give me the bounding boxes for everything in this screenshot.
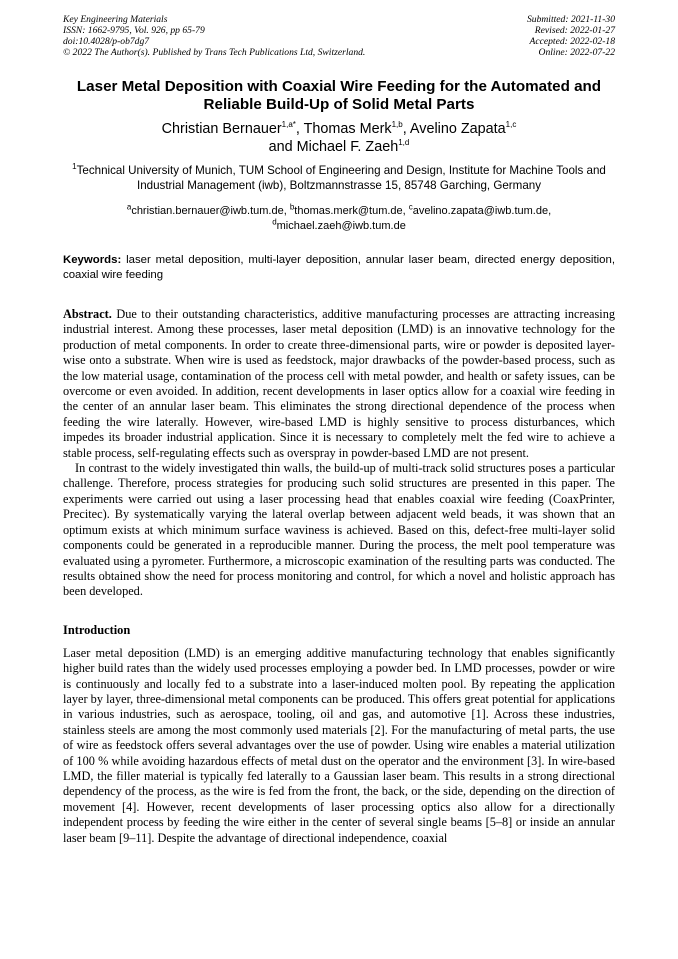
abstract-section	[63, 307, 615, 600]
date-accepted: Accepted: 2022-02-18	[529, 36, 615, 47]
email-link[interactable]: thomas.merk@tum.de,	[294, 205, 409, 217]
author-superscript: 1,a*	[281, 120, 296, 130]
author-separator: ,	[402, 121, 410, 137]
author-superscript: 1,c	[505, 120, 517, 130]
abstract-text: Due to their outstanding characteristics, additive manufacturing processes are attracting increasing industrial interest. Among these processes, laser metal deposition (LMD) is an innovative technology for the production of metal components. In order to create three-dimensional parts, wire or powder is deposited layer-wise onto a substrate. When wire is used as feedstock, major drawbacks of the powder-based process, such as the low material usage, contamination of the process cell with metal powder, and health or safety issues, can be overcome or even avoided. In addition, recent developments in laser optics allow for a coaxial wire feeding in the center of an annular laser beam. This eliminates the strong directional dependence of the process when feeding the wire laterally. However, wire-based LMD is highly sensitive to process disturbances, which impedes its broader industrial application. Since it is necessary to completely melt the fed wire to achieve a stable process, self-regulating effects such as overspray in powder-based LMD are not present.	[63, 307, 615, 460]
journal-doi: doi:10.4028/p-ob7dg7	[63, 36, 150, 47]
abstract-paragraph: In contrast to the widely investigated thin walls, the build-up of multi-track solid structures poses a particular challenge. Therefore, process strategies for producing such solid structures are presented in this paper. The experiments were carried out using a laser processing head that enables coaxial wire feeding (CoaxPrinter, Precitec). By systematically varying the lateral overlap between adjacent weld beads, it was shown that an optimum exists at which minimum surface waviness is achieved. Based on this, defect-free multi-layer solid components could be generated in a reproducible manner. During the process, the melt pool temperature was evaluated using a pyrometer. Furthermore, a microscopic examination of the resulting parts was conducted. The results obtained show the need for process monitoring and control, for which a novel and holistic approach has been developed.	[63, 461, 615, 599]
keywords-text: laser metal deposition, multi-layer deposition, annular laser beam, directed energy deposition, coaxial wire feeding	[63, 254, 615, 281]
abstract-label: Abstract.	[63, 307, 112, 321]
section-heading-introduction: Introduction	[63, 622, 131, 637]
journal-info	[63, 14, 365, 58]
email-superscript: c	[408, 202, 413, 212]
journal-header	[63, 14, 615, 58]
author-name: Thomas Merk	[303, 121, 392, 137]
author-superscript: 1,d	[398, 138, 410, 148]
author-name: Christian Bernauer	[161, 121, 282, 137]
abstract-paragraph	[63, 307, 615, 461]
author-separator: ,	[295, 121, 304, 137]
keywords-label: Keywords:	[63, 254, 122, 266]
introduction-paragraph: Laser metal deposition (LMD) is an emerging additive manufacturing technology that enables significantly higher build rates than the widely used processes employing a powder bed. In LMD processes, powder or wire is continuously and locally fed to a substrate into a laser-induced molten pool. By repeating the application layer by layer, three-dimensional metal components can be produced. This offers great potential for applications in various industries, such as aerospace, tooling, oil and gas, and automotive [1]. Across these industries, stainless steels are among the most commonly used materials [2]. For the manufacturing of metal parts, the use of wire as feedstock offers several advantages over the use of powder. Using wire enables a material utilization of 100 % while avoiding hazardous effects of metal dust on the operator and the environment [3]. In wire-based LMD, the filler material is typically fed laterally to a Gaussian laser beam. This results in a strong directional dependency of the process, as the wire is fed from the front, the back, or the side, depending on the direction of movement [4]. However, recent developments of laser processing optics also allow for a directionally independent process by feeding the wire either in the center of several single beams [5–8] or inside an annular laser beam [9–11]. Despite the advantage of directional independence, coaxial	[63, 645, 615, 845]
author-list	[63, 120, 615, 156]
date-revised: Revised: 2022-01-27	[534, 25, 615, 36]
email-superscript: a	[126, 202, 132, 212]
author-emails	[63, 204, 615, 234]
email-link[interactable]: avelino.zapata@iwb.tum.de,	[412, 205, 552, 217]
paper-page	[63, 14, 615, 846]
copyright-line: © 2022 The Author(s). Published by Trans Tech Publications Ltd, Switzerland.	[63, 47, 366, 58]
email-link[interactable]: michael.zaeh@iwb.tum.de	[276, 220, 406, 232]
author-separator: and	[268, 139, 297, 155]
author-name: Avelino Zapata	[409, 121, 506, 137]
author-name: Michael F. Zaeh	[296, 139, 399, 155]
introduction-section	[63, 646, 615, 846]
date-submitted: Submitted: 2021-11-30	[526, 14, 615, 25]
journal-name: Key Engineering Materials	[63, 14, 168, 25]
affiliation-superscript: 1	[72, 162, 77, 172]
email-superscript: b	[289, 202, 295, 212]
email-superscript: d	[272, 217, 277, 227]
paper-title: Laser Metal Deposition with Coaxial Wire Feeding for the Automated and Reliable Build-Up of Solid Metal Parts	[76, 78, 602, 113]
author-superscript: 1,b	[391, 120, 403, 130]
submission-dates	[527, 14, 615, 58]
email-link[interactable]: christian.bernauer@iwb.tum.de,	[131, 205, 290, 217]
affiliation-text: Technical University of Munich, TUM School of Engineering and Design, Institute for Machine Tools and Industrial Management (iwb), Boltzmannstrasse 15, 85748 Garching, Germany	[76, 164, 606, 192]
affiliation	[63, 163, 615, 193]
journal-issn: ISSN: 1662-9795, Vol. 926, pp 65-79	[63, 25, 205, 36]
date-online: Online: 2022-07-22	[538, 47, 615, 58]
keywords	[63, 253, 615, 283]
